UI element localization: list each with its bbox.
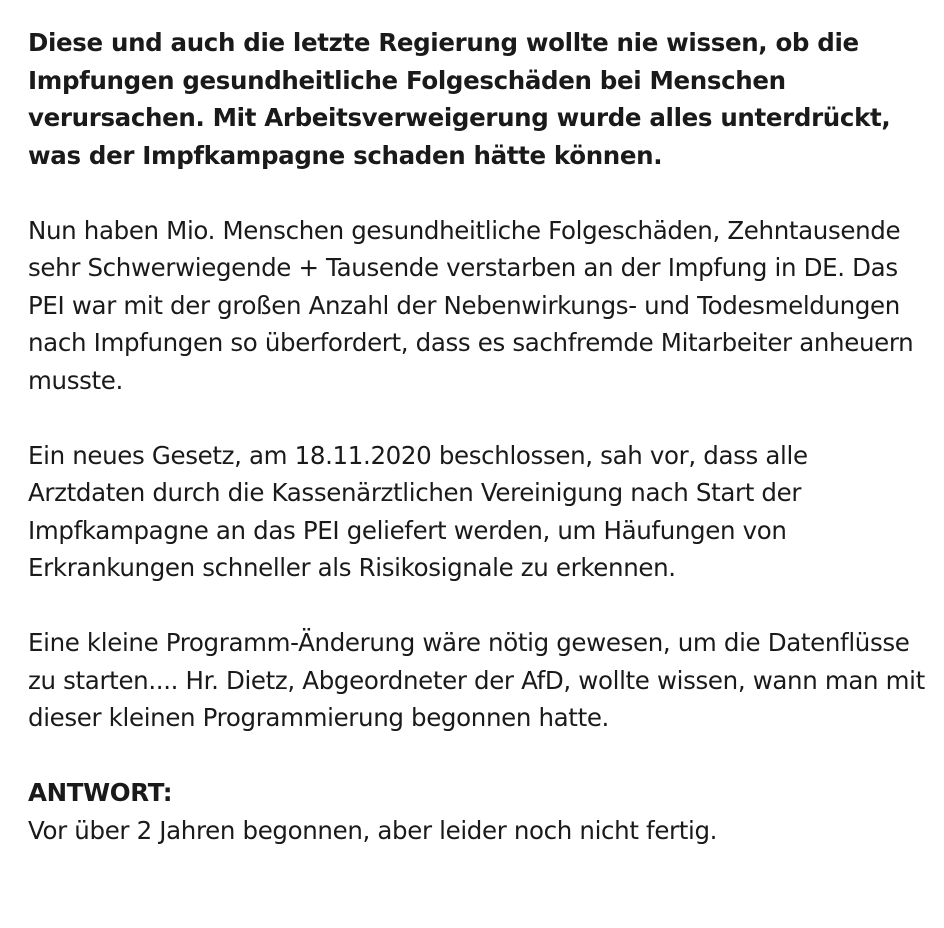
paragraph-law: Ein neues Gesetz, am 18.11.2020 beschlossen, sah vor, dass alle Arztdaten durch die Kassenärztlichen Vereinigung nach Start der Impfkampagne an das PEI geliefert werden, um Häufungen von Erkrankungen schneller als Risikosignale zu erkennen. [28,440,808,582]
answer-block [28,774,928,849]
intro-paragraph: Diese und auch die letzte Regierung wollte nie wissen, ob die Impfungen gesundheitliche Folgeschäden bei Menschen verursachen. Mit Arbeitsverweigerung wurde alles unterdrückt, was der Impfkampagne schaden hätte können. [28,28,891,170]
paragraph-question: Eine kleine Programm-Änderung wäre nötig gewesen, um die Datenflüsse zu starten.... Hr. Dietz, Abgeordneter der AfD, wollte wissen, wann man mit dieser kleinen Programmierung begonnen hatte. [28,628,925,732]
answer-label: ANTWORT: [28,778,173,807]
post-text-body [28,24,928,887]
answer-text: Vor über 2 Jahren begonnen, aber leider noch nicht fertig. [28,815,718,845]
paragraph-side-effects: Nun haben Mio. Menschen gesundheitliche Folgeschäden, Zehntausende sehr Schwerwiegende + Tausende verstarben an der Impfung in DE. Das PEI war mit der großen Anzahl der Nebenwirkungs- und Todesmeldungen nach Impfungen so überfordert, dass es sachfremde Mitarbeiter anheuern musste. [28,215,914,395]
